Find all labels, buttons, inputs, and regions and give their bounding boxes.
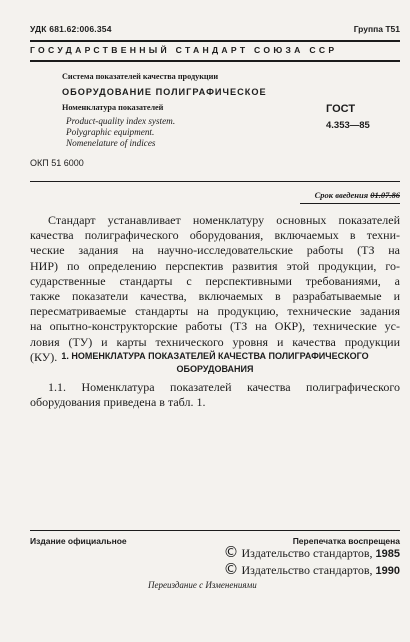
nomenclature-title: Номенклатура показателей (62, 103, 164, 112)
english-title-line: Nomenelature of indices (66, 138, 156, 148)
copyright-year: 1990 (375, 565, 400, 577)
state-rule (30, 60, 400, 62)
copyright-year: 1985 (375, 548, 400, 560)
copyright-line (224, 543, 400, 561)
copyright-line (224, 560, 400, 578)
group-code: Группа Т51 (353, 24, 400, 34)
official-edition: Издание официальное (30, 536, 127, 546)
text-line: пересматриваемые стандарты на продукцию, технические задания (30, 304, 400, 319)
text-line: ловия (ТУ) и карты технического уровня и качества продукции (30, 334, 400, 349)
english-title-line: Product-quality index system. (66, 116, 176, 126)
text-line: Стандарт устанавливает номенклатуру основных показателей (48, 213, 400, 227)
udk-code: УДК 681.62:006.354 (30, 24, 112, 34)
text-line: 1.1. Номенклатура показателей качества полиграфического (48, 380, 400, 394)
gost-label: ГОСТ (326, 103, 356, 115)
intro-paragraph (30, 213, 400, 365)
system-title: Система показателей качества продукции (62, 72, 219, 81)
text-line: ческие задания на научно-исследовательские работы (ТЗ на (30, 243, 400, 258)
section-paragraph (30, 380, 400, 410)
text-line: также показатели качества, включаемых в разрабатываемые и (30, 288, 400, 303)
copyright-icon: © (223, 560, 239, 578)
text-line: на опытно-конструкторские работы (ТЗ на ОКР), технические ус- (30, 319, 400, 334)
effective-rule (300, 203, 400, 204)
okp-rule (30, 181, 400, 182)
reprint-notice: Перепечатка воспрещена (292, 536, 400, 546)
reissue-note: Переиздание с Изменениями (148, 580, 257, 590)
effective-label: Срок введения (314, 190, 369, 200)
top-rule (30, 40, 400, 42)
publisher-name: Издательство стандартов, (241, 563, 373, 577)
effective-date-value: 01.07.86 (370, 190, 400, 200)
state-standard-heading: ГОСУДАРСТВЕННЫЙ СТАНДАРТ СОЮЗА ССР (30, 45, 338, 55)
gost-number: 4.353—85 (326, 120, 370, 131)
english-title-line: Polygraphic equipment. (66, 127, 155, 137)
effective-date (315, 190, 400, 200)
copyright-icon: © (223, 543, 239, 561)
publisher-name: Издательство стандартов, (241, 546, 373, 560)
text-line: НИР) по определению перспектив развития этой продукции, го- (30, 258, 400, 273)
text-line: качества полиграфического оборудования, включаемых в техни- (30, 228, 400, 243)
text-line: (КУ). (30, 349, 58, 364)
section-heading-line: 1. НОМЕНКЛАТУРА ПОКАЗАТЕЛЕЙ КАЧЕСТВА ПОЛИГРАФИЧЕСКОГО (61, 351, 369, 361)
equipment-title: ОБОРУДОВАНИЕ ПОЛИГРАФИЧЕСКОЕ (62, 87, 267, 97)
section-heading-line: ОБОРУДОВАНИЯ (176, 364, 254, 374)
section-heading (30, 350, 400, 376)
footer-rule (30, 530, 400, 531)
text-line: оборудования приведена в табл. 1. (30, 395, 206, 410)
okp-code: ОКП 51 6000 (30, 158, 84, 168)
text-line: сударственные стандарты с перспективными требованиями, а (30, 273, 400, 288)
